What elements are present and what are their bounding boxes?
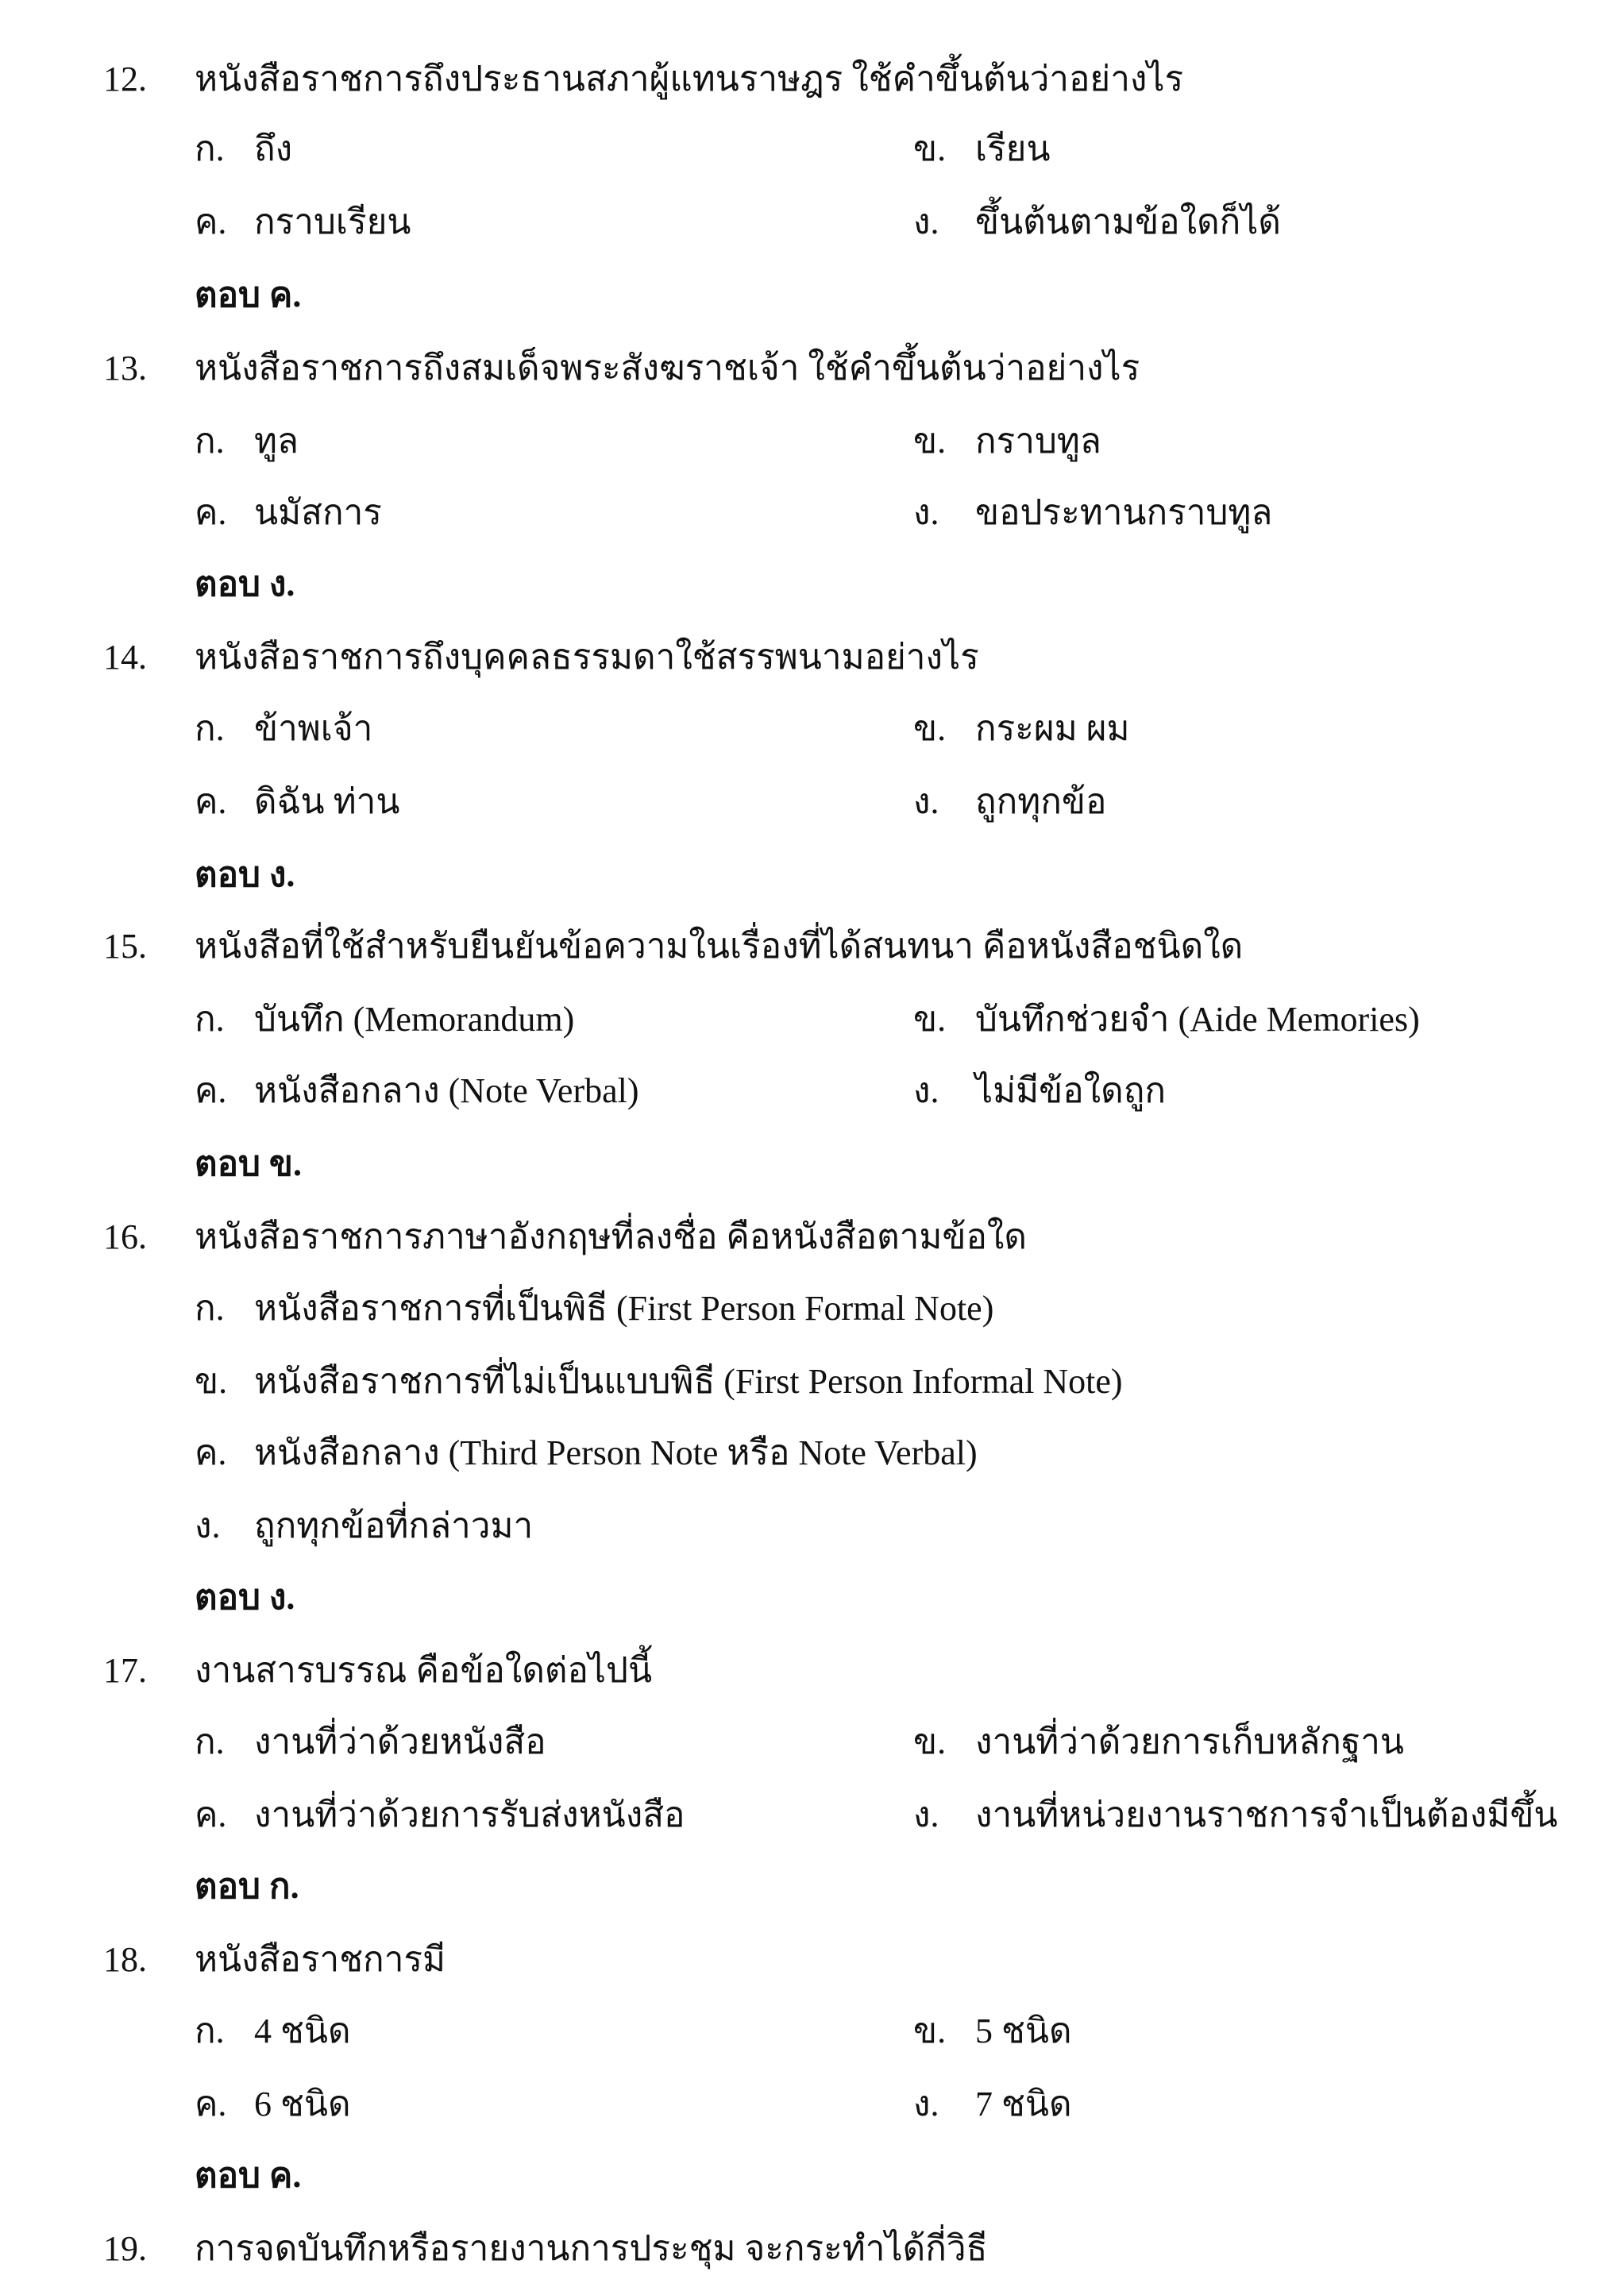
option-text: งานที่หน่วยงานราชการจำเป็นต้องมีขึ้น: [975, 1796, 1558, 1834]
option-letter: ก.: [195, 1289, 225, 1328]
option-text: หนังสือราชการที่ไม่เป็นแบบพิธี (First Person Informal Note): [254, 1362, 1123, 1401]
option-letter: ค.: [195, 493, 227, 532]
option-text: ถึง: [254, 129, 293, 168]
answer-line: ตอบ ค.: [195, 2156, 302, 2195]
option-letter: ค.: [195, 782, 227, 821]
option-letter: ง.: [913, 782, 939, 821]
question-text: หนังสือราชการถึงสมเด็จพระสังฆราชเจ้า ใช้คำขึ้นต้นว่าอย่างไร: [195, 349, 1140, 388]
question-number: 15.: [103, 927, 147, 966]
question-text: หนังสือราชการมี: [195, 1940, 446, 1979]
option-letter: ก.: [195, 129, 225, 168]
option-text: ขอประทานกราบทูล: [975, 493, 1273, 532]
option-text: ถูกทุกข้อที่กล่าวมา: [254, 1506, 534, 1545]
option-text: ทูล: [254, 422, 299, 461]
answer-line: ตอบ ง.: [195, 855, 295, 894]
option-letter: ข.: [913, 1722, 947, 1761]
option-letter: ค.: [195, 202, 227, 241]
answer-line: ตอบ ง.: [195, 565, 295, 604]
option-letter: ค.: [195, 1796, 227, 1834]
option-letter: ง.: [913, 202, 939, 241]
option-text: นมัสการ: [254, 493, 382, 532]
option-text: ดิฉัน ท่าน: [254, 782, 400, 821]
option-letter: ก.: [195, 1000, 225, 1039]
question-text: การจดบันทึกหรือรายงานการประชุม จะกระทำได้กี่วิธี: [195, 2229, 988, 2268]
question-text: หนังสือราชการถึงประธานสภาผู้แทนราษฎร ใช้คำขึ้นต้นว่าอย่างไร: [195, 60, 1184, 98]
option-letter: ข.: [913, 2011, 947, 2050]
question-number: 16.: [103, 1217, 147, 1256]
question-number: 19.: [103, 2229, 147, 2268]
option-letter: ค.: [195, 2085, 227, 2123]
option-text: กราบทูล: [975, 422, 1101, 461]
option-text: กระผม ผม: [975, 709, 1130, 748]
question-text: หนังสือที่ใช้สำหรับยืนยันข้อความในเรื่องที่ได้สนทนา คือหนังสือชนิดใด: [195, 927, 1244, 966]
option-letter: ก.: [195, 2011, 225, 2050]
question-number: 12.: [103, 60, 147, 98]
option-letter: ข.: [913, 422, 947, 461]
option-text: ถูกทุกข้อ: [975, 782, 1107, 821]
answer-line: ตอบ ง.: [195, 1578, 295, 1617]
option-text: ขึ้นต้นตามข้อใดก็ได้: [975, 202, 1281, 241]
option-text: หนังสือกลาง (Note Verbal): [254, 1071, 639, 1110]
answer-line: ตอบ ก.: [195, 1867, 299, 1906]
option-letter: ก.: [195, 1722, 225, 1761]
option-text: งานที่ว่าด้วยการรับส่งหนังสือ: [254, 1796, 685, 1834]
question-number: 18.: [103, 1940, 147, 1979]
option-text: บันทึกช่วยจำ (Aide Memories): [975, 1000, 1420, 1039]
option-letter: ข.: [913, 129, 947, 168]
question-number: 13.: [103, 349, 147, 388]
option-text: เรียน: [975, 129, 1051, 168]
question-number: 14.: [103, 638, 147, 677]
option-letter: ก.: [195, 709, 225, 748]
option-text: บันทึก (Memorandum): [254, 1000, 575, 1039]
option-letter: ง.: [913, 1796, 939, 1834]
question-text: หนังสือราชการถึงบุคคลธรรมดาใช้สรรพนามอย่างไร: [195, 638, 979, 677]
option-letter: ข.: [913, 1000, 947, 1039]
answer-line: ตอบ ข.: [195, 1144, 303, 1183]
option-text: 7 ชนิด: [975, 2085, 1072, 2123]
question-number: 17.: [103, 1651, 147, 1690]
option-letter: ง.: [913, 1071, 939, 1110]
question-text: หนังสือราชการภาษาอังกฤษที่ลงชื่อ คือหนังสือตามข้อใด: [195, 1217, 1027, 1256]
option-letter: ค.: [195, 1433, 227, 1472]
option-letter: ง.: [913, 2085, 939, 2123]
option-text: งานที่ว่าด้วยหนังสือ: [254, 1722, 546, 1761]
option-text: 4 ชนิด: [254, 2011, 351, 2050]
answer-line: ตอบ ค.: [195, 276, 302, 314]
option-text: 5 ชนิด: [975, 2011, 1072, 2050]
question-text: งานสารบรรณ คือข้อใดต่อไปนี้: [195, 1651, 653, 1690]
option-letter: ค.: [195, 1071, 227, 1110]
option-text: หนังสือราชการที่เป็นพิธี (First Person Formal Note): [254, 1289, 994, 1328]
option-text: กราบเรียน: [254, 202, 411, 241]
option-letter: ง.: [913, 493, 939, 532]
option-letter: ง.: [195, 1506, 221, 1545]
option-letter: ข.: [195, 1362, 228, 1401]
option-letter: ข.: [913, 709, 947, 748]
option-text: หนังสือกลาง (Third Person Note หรือ Note Verbal): [254, 1433, 978, 1472]
option-text: งานที่ว่าด้วยการเก็บหลักฐาน: [975, 1722, 1405, 1761]
option-text: ไม่มีข้อใดถูก: [975, 1071, 1166, 1110]
option-text: ข้าพเจ้า: [254, 709, 373, 748]
option-letter: ก.: [195, 422, 225, 461]
option-text: 6 ชนิด: [254, 2085, 351, 2123]
